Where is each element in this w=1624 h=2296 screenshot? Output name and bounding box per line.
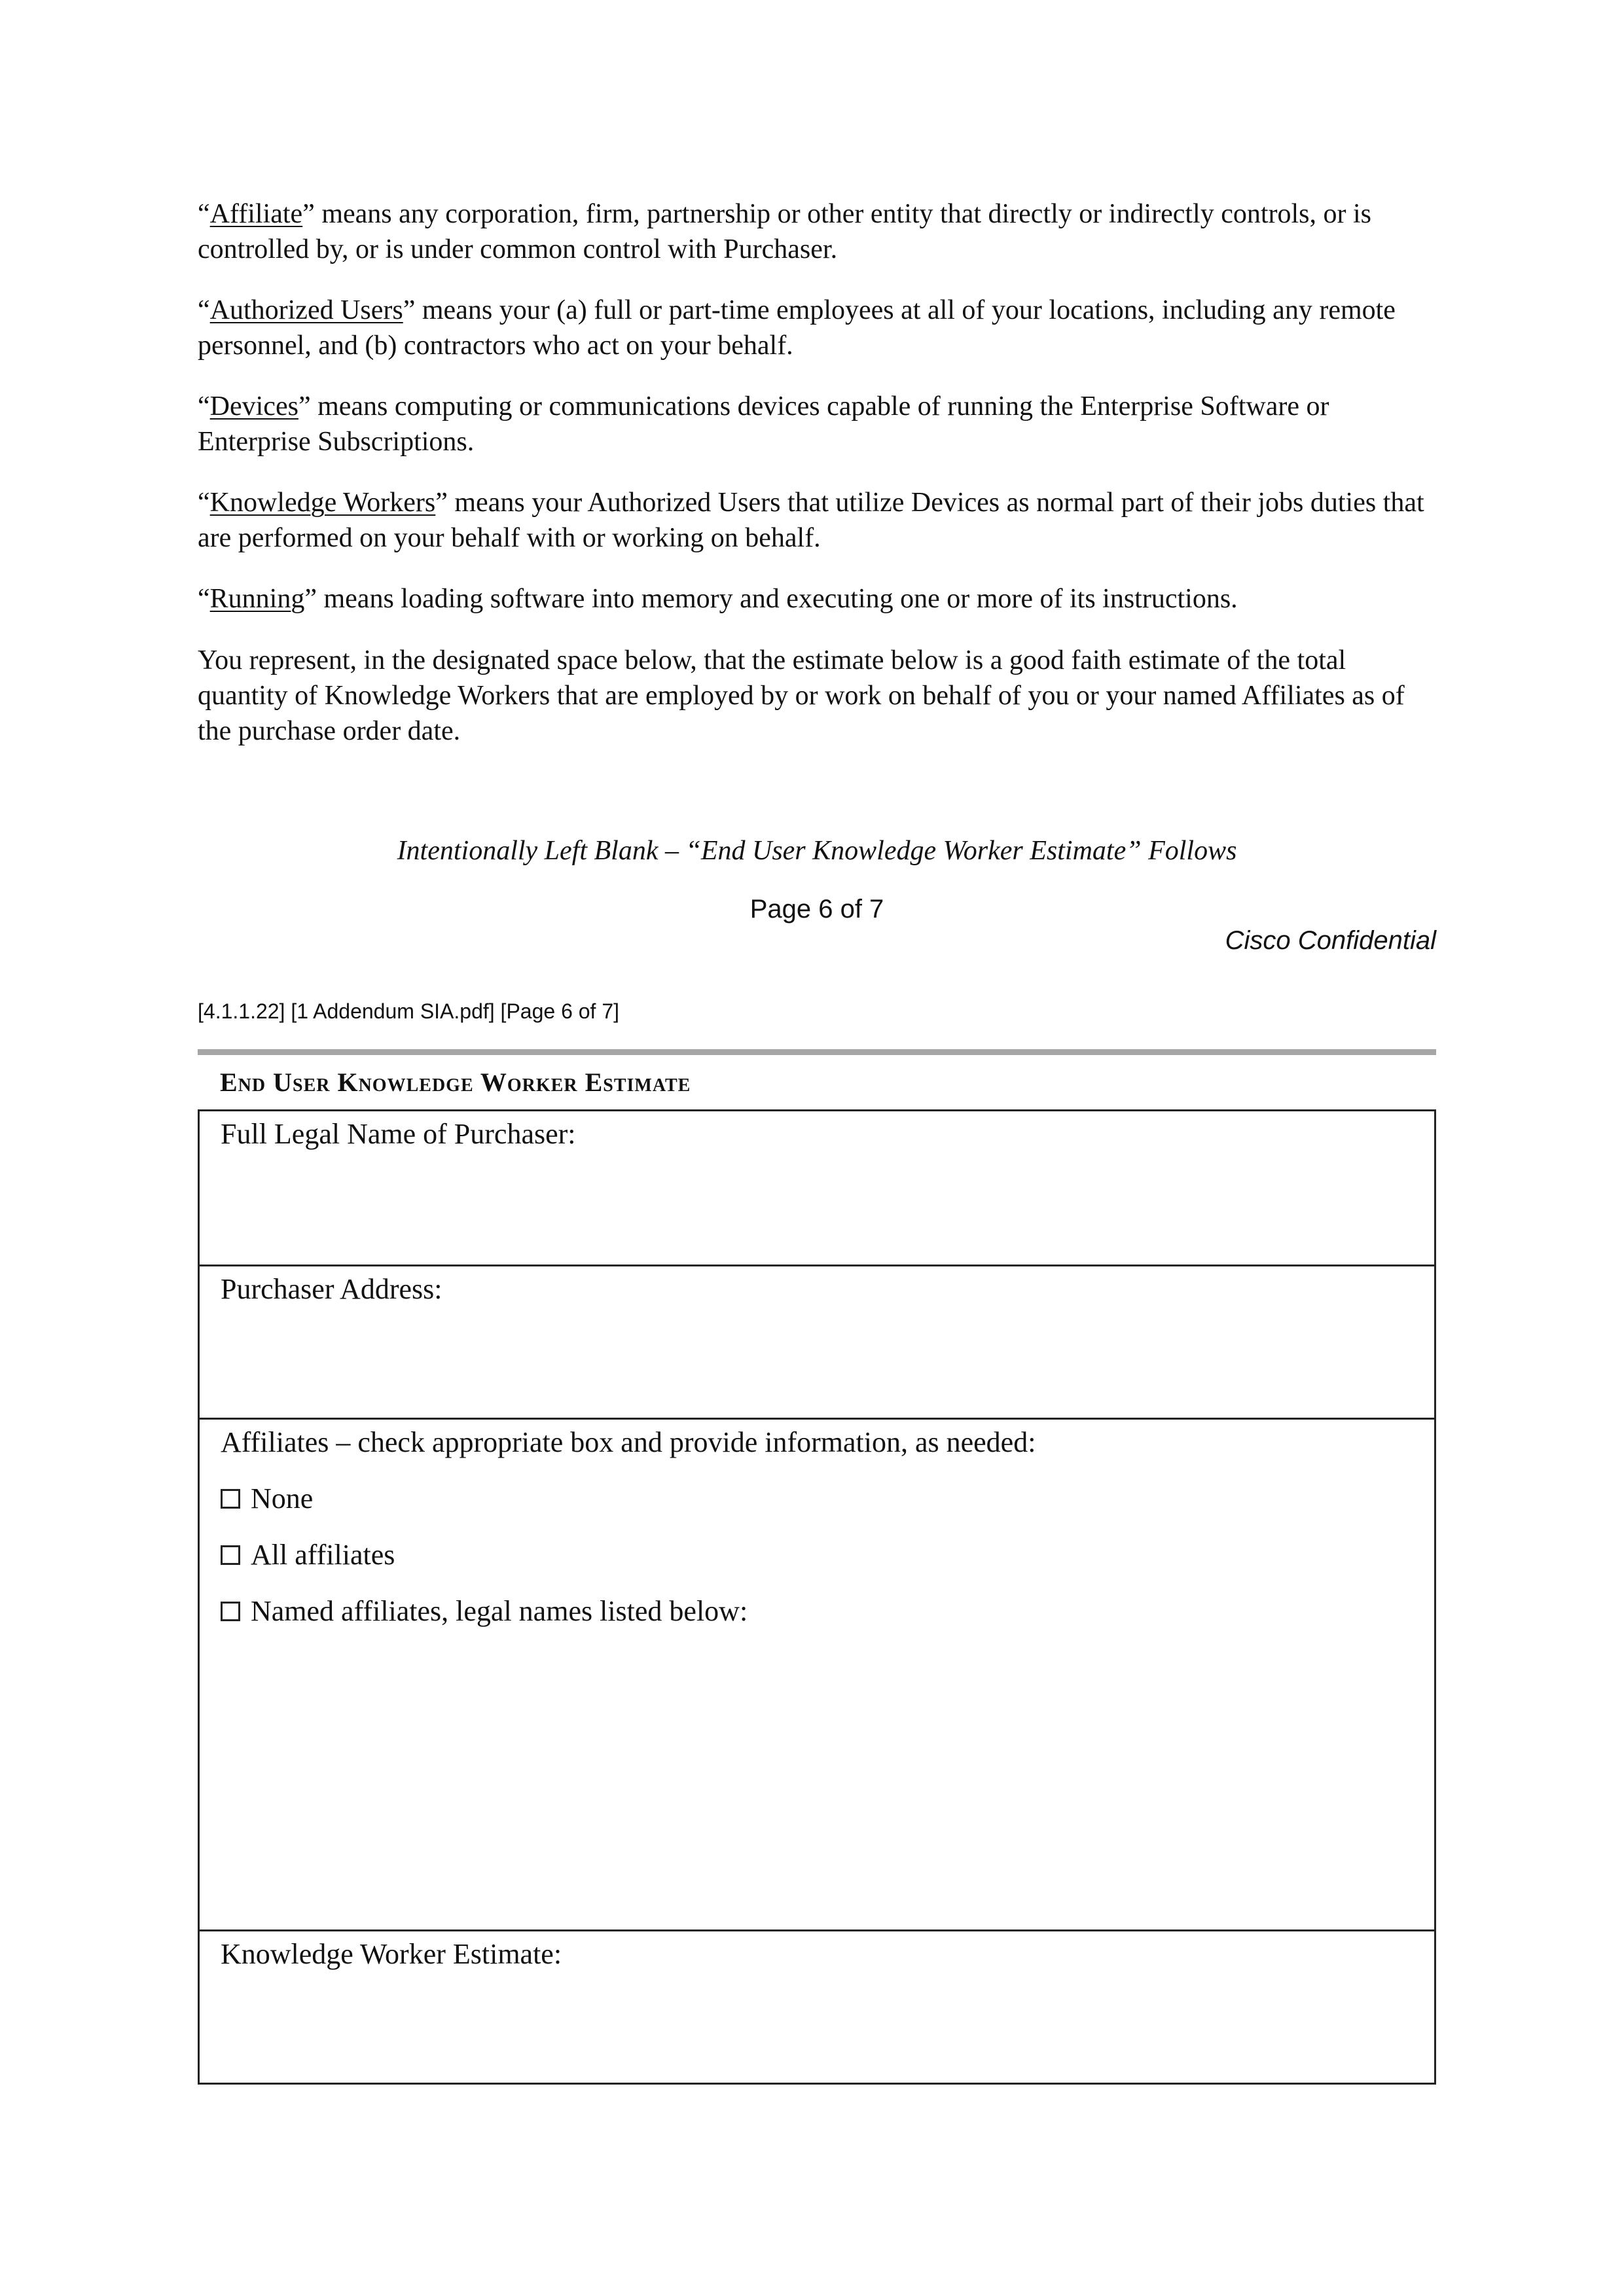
form-title: End User Knowledge Worker Estimate xyxy=(220,1067,691,1097)
document-reference: [4.1.1.22] [1 Addendum SIA.pdf] [Page 6 of 7] xyxy=(198,999,620,1023)
definition-text: ” means your Authorized Users that utilize Devices as normal part of their jobs duties that are performed on your behalf with or working on behalf. xyxy=(198,488,1424,553)
affiliate-option-none[interactable] xyxy=(221,1481,313,1516)
open-quote: “ xyxy=(198,391,210,422)
open-quote: “ xyxy=(198,295,210,325)
option-label-named-affiliates: Named affiliates, legal names listed below: xyxy=(251,1595,748,1627)
term-devices: Devices xyxy=(209,391,298,422)
open-quote: “ xyxy=(198,584,210,614)
option-label-all-affiliates: All affiliates xyxy=(251,1539,395,1571)
section-divider xyxy=(198,1049,1436,1055)
purchaser-address-field[interactable] xyxy=(198,1265,1436,1420)
purchaser-address-label: Purchaser Address: xyxy=(221,1273,442,1305)
option-label-none: None xyxy=(251,1482,314,1515)
term-authorized-users: Authorized Users xyxy=(209,295,403,325)
open-quote: “ xyxy=(198,199,210,229)
purchaser-name-field[interactable] xyxy=(198,1109,1436,1266)
knowledge-worker-estimate-label: Knowledge Worker Estimate: xyxy=(221,1938,562,1970)
intentionally-blank-notice: Intentionally Left Blank – “End User Knowledge Worker Estimate” Follows xyxy=(397,836,1237,866)
checkbox-none[interactable] xyxy=(221,1489,240,1509)
open-quote: “ xyxy=(198,488,210,518)
definition-text: ” means computing or communications devices capable of running the Enterprise Software or Enterprise Subscriptions. xyxy=(198,391,1329,457)
term-affiliate: Affiliate xyxy=(209,199,303,229)
affiliates-section xyxy=(198,1418,1436,1931)
definition-text: ” means your (a) full or part-time employees at all of your locations, including any remote personnel, and (b) contractors who act on your behalf. xyxy=(198,295,1396,361)
term-knowledge-workers: Knowledge Workers xyxy=(209,488,436,518)
knowledge-worker-estimate-field[interactable] xyxy=(198,1929,1436,2085)
representation-paragraph: You represent, in the designated space below, that the estimate below is a good faith estimate of the total quantity of Knowledge Workers that are employed by or work on behalf of you or your named Affiliates as of the purchase order date. xyxy=(198,645,1405,746)
definition-running xyxy=(198,581,1441,617)
confidential-label: Cisco Confidential xyxy=(1225,926,1436,955)
definition-authorized-users xyxy=(198,293,1441,363)
page-number: Page 6 of 7 xyxy=(749,895,884,924)
term-running: Running xyxy=(209,584,305,614)
affiliate-option-named[interactable] xyxy=(221,1594,748,1629)
purchaser-name-label: Full Legal Name of Purchaser: xyxy=(221,1118,576,1150)
affiliates-label: Affiliates – check appropriate box and provide information, as needed: xyxy=(221,1426,1036,1458)
checkbox-named-affiliates[interactable] xyxy=(221,1602,240,1621)
definition-affiliate xyxy=(198,196,1441,267)
definition-knowledge-workers xyxy=(198,485,1441,556)
definition-text: ” means loading software into memory and executing one or more of its instructions. xyxy=(304,584,1238,614)
definition-devices xyxy=(198,389,1441,459)
definition-text: ” means any corporation, firm, partnership or other entity that directly or indirectly controls, or is controlled by, or is under common control with Purchaser. xyxy=(198,199,1372,264)
checkbox-all-affiliates[interactable] xyxy=(221,1545,240,1565)
affiliate-option-all[interactable] xyxy=(221,1537,395,1573)
